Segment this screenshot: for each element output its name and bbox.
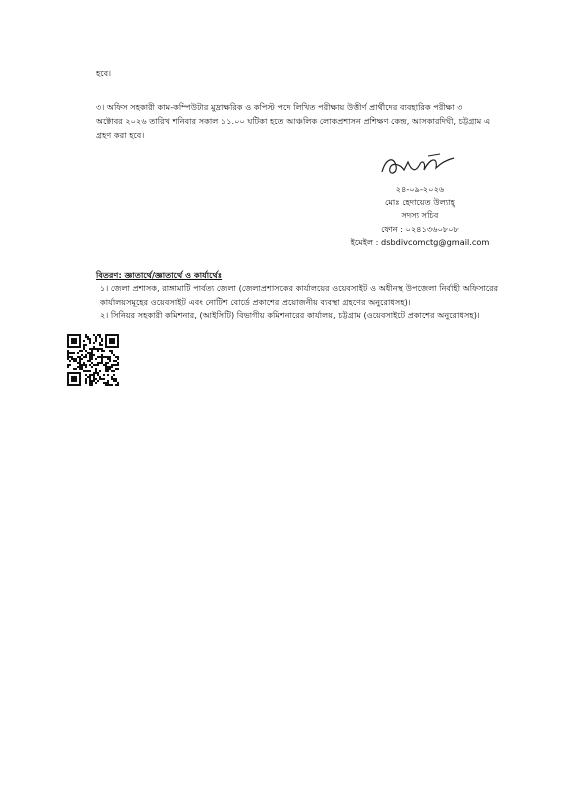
distribution-item-2: ২। সিনিয়র সহকারী কমিশনার, (আইসিটি) বিভাগীয় কমিশনারের কার্যালয়, চট্টগ্রাম (ওয়েবসাইটে প্রকাশের অনুরোধসহ)। [100, 310, 480, 320]
qr-code-icon [67, 334, 119, 386]
signatory-phone: ফোন : ০২৪১৩৬০৮০৮ [381, 224, 459, 234]
signature-date: ২৪-০৯-২০২৬ [395, 184, 445, 194]
paragraph-3-line-2: অক্টোবর ২০২৬ তারিখ শনিবার সকাল ১১.০০ ঘটিকা হতে আঞ্চলিক লোকপ্রশাসন প্রশিক্ষণ কেন্দ্র, আসকারদিঘী, চট্টগ্রাম এ [96, 116, 491, 126]
signatory-name: মোঃ হেদায়েত উল্যাহ্ [385, 197, 455, 207]
distribution-heading: বিতরণ: জ্ঞাতার্থে/জ্ঞাতার্থে ও কার্যার্থেঃ [96, 270, 223, 280]
distribution-item-1-line-2: কার্যালয়সমূহের ওয়েবসাইট এবং নোটিশ বোর্ডে প্রকাশের প্রয়োজনীয় ব্যবস্থা গ্রহণের অনুরোধসহ)। [100, 297, 411, 307]
distribution-item-1-line-1: ১। জেলা প্রশাসক, রাঙ্গামাটি পার্বত্য জেলা (জেলাপ্রশাসকের কার্যালয়ের ওয়েবসাইট ও অধীনস্থ উপজেলা নির্বাহী অফিসারের [100, 283, 499, 293]
signatory-email[interactable]: ইমেইল : dsbdivcomctg@gmail.com [350, 237, 490, 247]
paragraph-3-line-1: ৩। অফিস সহকারী কাম-কম্পিউটার মুদ্রাক্ষরিক ও কপিস্ট পদে লিখিত পরীক্ষায় উত্তীর্ণ প্রার্থীদের ব্যবহারিক পরীক্ষা ৩ [96, 102, 463, 112]
continued-text-line: হবে। [96, 68, 112, 78]
paragraph-3-line-3: গ্রহণ করা হবে। [96, 130, 145, 140]
signature-icon [378, 150, 458, 180]
signatory-designation: সদস্য সচিব [401, 210, 439, 220]
paragraph-3 [96, 100, 491, 142]
